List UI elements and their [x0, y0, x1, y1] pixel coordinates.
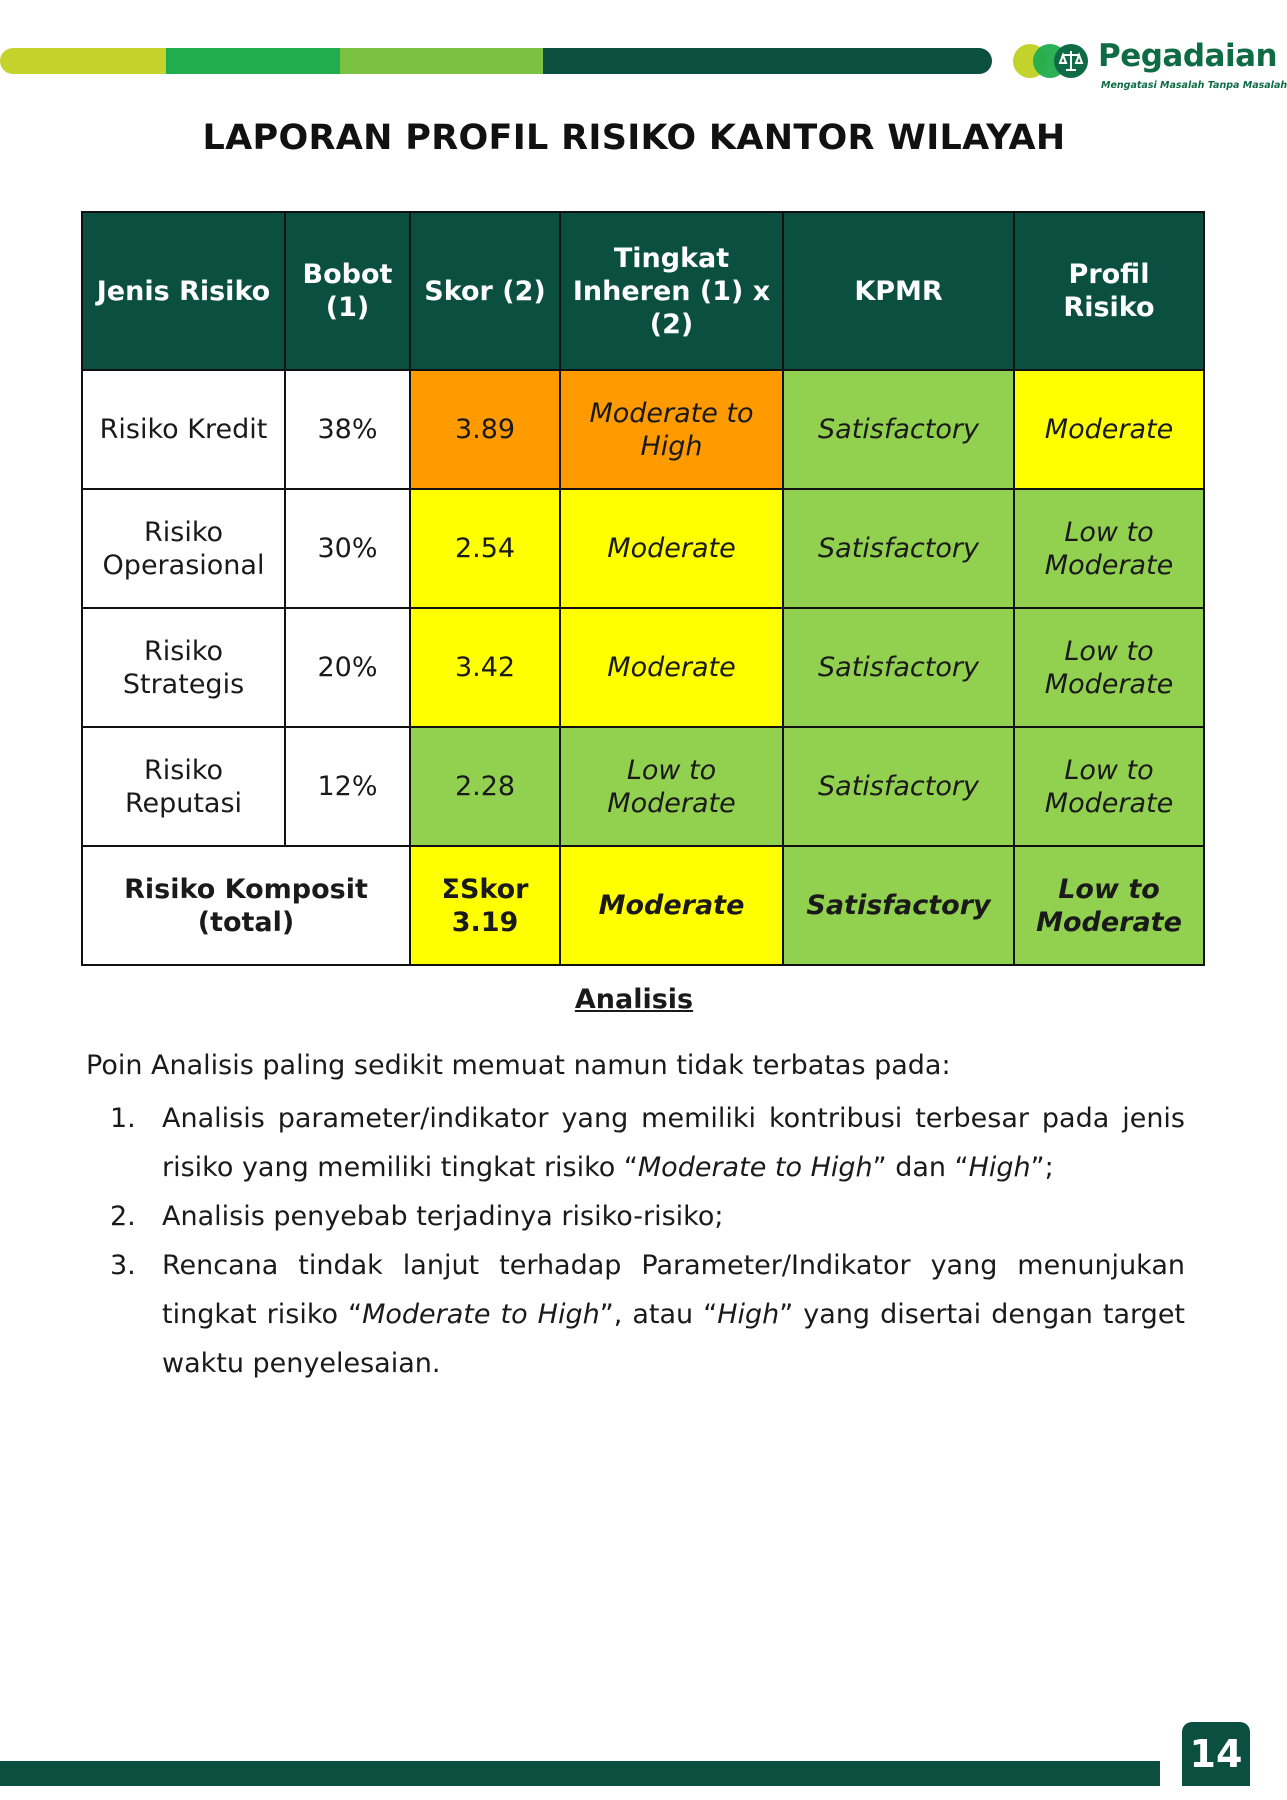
analysis-heading: Analisis	[574, 984, 694, 1015]
list-item	[110, 1241, 1185, 1388]
cell-jenis: Risiko Operasional	[82, 489, 285, 608]
cell-inheren: Moderate	[560, 608, 783, 727]
bar-segment-lime	[0, 48, 166, 74]
cell-kpmr: Satisfactory	[783, 608, 1014, 727]
table-row	[82, 370, 1204, 489]
page-number: 14	[1182, 1722, 1250, 1786]
cell-jenis: Risiko Strategis	[82, 608, 285, 727]
cell-composite-inheren: Moderate	[560, 846, 783, 965]
table-row	[82, 608, 1204, 727]
cell-inheren: Moderate	[560, 489, 783, 608]
bar-segment-light-green	[340, 48, 543, 74]
cell-profil: Low to Moderate	[1014, 727, 1204, 846]
cell-composite-profil: Low to Moderate	[1014, 846, 1204, 965]
cell-profil: Moderate	[1014, 370, 1204, 489]
page-title: LAPORAN PROFIL RISIKO KANTOR WILAYAH	[202, 118, 1066, 158]
cell-bobot: 38%	[285, 370, 410, 489]
list-number: 3.	[110, 1250, 136, 1281]
list-text: Rencana tindak lanjut terhadap Parameter/Indikator yang menunjukan tingkat risiko “Moderate to High”, atau “High” yang disertai dengan target waktu penyelesaian.	[162, 1250, 1186, 1379]
bar-segment-dark-green	[543, 48, 992, 74]
header-jenis-risiko: Jenis Risiko	[82, 212, 285, 370]
cell-kpmr: Satisfactory	[783, 489, 1014, 608]
list-text: Analisis penyebab terjadinya risiko-risiko;	[162, 1201, 724, 1232]
cell-jenis: Risiko Kredit	[82, 370, 285, 489]
pegadaian-logo	[1013, 38, 1287, 94]
list-item	[110, 1192, 1185, 1241]
table-row	[82, 489, 1204, 608]
table-header-row	[82, 212, 1204, 370]
cell-composite-label: Risiko Komposit (total)	[82, 846, 410, 965]
list-number: 1.	[110, 1103, 136, 1134]
cell-bobot: 20%	[285, 608, 410, 727]
cell-skor: 2.28	[410, 727, 560, 846]
cell-bobot: 12%	[285, 727, 410, 846]
brand-tagline: Mengatasi Masalah Tanpa Masalah	[1101, 80, 1287, 91]
cell-composite-kpmr: Satisfactory	[783, 846, 1014, 965]
list-text: Analisis parameter/indikator yang memiliki kontribusi terbesar pada jenis risiko yang memiliki tingkat risiko “Moderate to High” dan “High”;	[162, 1103, 1185, 1183]
footer-bar	[0, 1761, 1160, 1786]
header-decorative-bar	[0, 48, 992, 74]
list-number: 2.	[110, 1201, 136, 1232]
risk-profile-table	[81, 211, 1205, 966]
header-profil-risiko: Profil Risiko	[1014, 212, 1204, 370]
cell-jenis: Risiko Reputasi	[82, 727, 285, 846]
pegadaian-logo-icon	[1013, 42, 1091, 80]
cell-profil: Low to Moderate	[1014, 489, 1204, 608]
analysis-intro: Poin Analisis paling sedikit memuat namun tidak terbatas pada:	[86, 1050, 951, 1081]
cell-skor: 3.42	[410, 608, 560, 727]
brand-name: Pegadaian	[1098, 38, 1278, 74]
header-kpmr: KPMR	[783, 212, 1014, 370]
cell-skor: 3.89	[410, 370, 560, 489]
cell-profil: Low to Moderate	[1014, 608, 1204, 727]
bar-segment-green	[166, 48, 340, 74]
header-skor: Skor (2)	[410, 212, 560, 370]
table-row	[82, 727, 1204, 846]
list-item	[110, 1094, 1185, 1192]
cell-kpmr: Satisfactory	[783, 370, 1014, 489]
cell-kpmr: Satisfactory	[783, 727, 1014, 846]
header-tingkat-inheren: Tingkat Inheren (1) x (2)	[560, 212, 783, 370]
header-bobot: Bobot (1)	[285, 212, 410, 370]
cell-skor: 2.54	[410, 489, 560, 608]
cell-inheren: Moderate to High	[560, 370, 783, 489]
cell-inheren: Low to Moderate	[560, 727, 783, 846]
cell-bobot: 30%	[285, 489, 410, 608]
table-composite-row	[82, 846, 1204, 965]
analysis-list	[110, 1094, 1185, 1388]
cell-composite-skor: ΣSkor 3.19	[410, 846, 560, 965]
